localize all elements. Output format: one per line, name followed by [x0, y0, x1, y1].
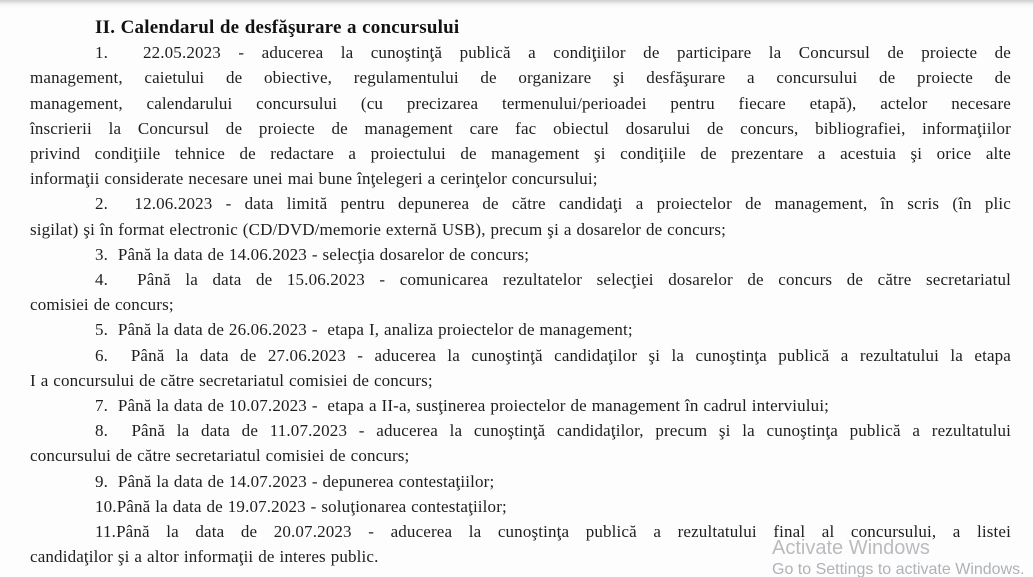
document-line: informaţii considerate necesare unei mai bune înţelegeri a cerinţelor concursului; [30, 169, 598, 189]
document-line: I a concursului de către secretariatul comisiei de concurs; [30, 370, 433, 390]
document-line: 9. Până la data de 14.07.2023 - depunerea contestaţiilor; [95, 471, 495, 491]
activate-windows-subtitle: Go to Settings to activate Windows. [772, 561, 1025, 577]
document-line: privind condiţiile tehnice de redactare a proiectului de management şi condiţiile de prezentare a acestuia şi orice alte [30, 144, 1011, 164]
activate-windows-title: Activate Windows [772, 537, 930, 559]
scan-edge-shadow [0, 0, 1033, 8]
document-body [30, 15, 1011, 569]
document-line: înscrierii la Concursul de proiecte de management care fac obiectul dosarului de concurs, bibliografiei, informaţiilor [30, 118, 1011, 138]
document-line: concursului de către secretariatul comisiei de concurs; [30, 446, 410, 466]
document-title: II. Calendarul de desfăşurare a concursului [95, 17, 460, 38]
document-line: 11.Până la data de 20.07.2023 - aducerea la cunoştinţa publică a rezultatului final al concursului, a listei [95, 522, 1011, 542]
document-line: candidaţilor şi a altor informaţii de interes public. [30, 547, 379, 567]
document-line: sigilat) şi în format electronic (CD/DVD/memorie externă USB), precum şi a dosarelor de concurs; [30, 219, 726, 239]
document-line: 10.Până la data de 19.07.2023 - soluţionarea contestaţiilor; [95, 496, 507, 516]
document-line: 3. Până la data de 14.06.2023 - selecţia dosarelor de concurs; [95, 244, 530, 264]
document-line: 8. Până la data de 11.07.2023 - aducerea la cunoştinţă candidaţilor, precum şi la cunoştinţa publică a rezultatului [95, 421, 1011, 441]
document-line: management, calendarului concursului (cu precizarea termenului/perioadei pentru fiecare etapă), actelor necesare [30, 93, 1011, 113]
document-line: 7. Până la data de 10.07.2023 - etapa a II-a, susţinerea proiectelor de management în cadrul interviului; [95, 396, 830, 416]
document-line: 5. Până la data de 26.06.2023 - etapa I, analiza proiectelor de management; [95, 320, 633, 340]
document-line: 6. Până la data de 27.06.2023 - aducerea la cunoştinţă candidaţilor şi la cunoştinţa publică a rezultatului la etapa [95, 345, 1011, 365]
document-line: management, caietului de obiective, regulamentului de organizare şi desfăşurare a concursului de proiecte de [30, 68, 1011, 88]
document-line: 2. 12.06.2023 - data limită pentru depunerea de către candidaţi a proiectelor de management, în scris (în plic [95, 194, 1011, 214]
document-line: 1. 22.05.2023 - aducerea la cunoştinţă publică a condiţiilor de participare la Concursul de proiecte de [95, 43, 1011, 63]
document-line: comisiei de concurs; [30, 295, 174, 315]
document-line: 4. Până la data de 15.06.2023 - comunicarea rezultatelor selecţiei dosarelor de concurs de către secretariatul [95, 270, 1011, 290]
